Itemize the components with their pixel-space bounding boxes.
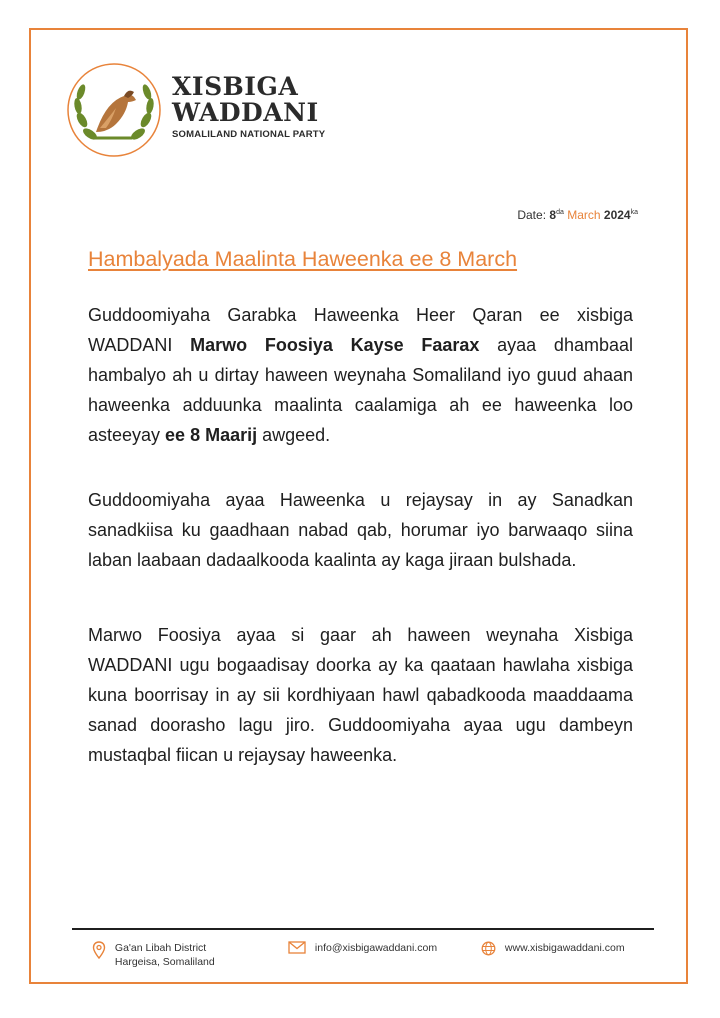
p1-text-e: awgeed. [257,425,331,445]
address-line1: Ga'an Libah District [114,942,207,954]
date-day-suffix: da [556,209,564,216]
footer-website[interactable] [481,941,625,956]
date-year-suffix: ka [630,209,638,216]
address-line2: Hargeisa, Somaliland [114,956,215,968]
brand-block [172,74,325,140]
party-logo [66,62,162,158]
paragraph-3: Marwo Foosiya ayaa si gaar ah haween weynaha Xisbiga WADDANI ugu bogaadisay doorka ay ka qaataan hawlaha xisbiga kuna boorrisay in ay sii kordhiyaan hawl qabadkooda maaddaama sanad doorasho lagu jiro. Guddoomiyaha ayaa ugu dambeyn mustaqbal fiican u rejaysay haweenka. [88,625,633,765]
location-pin-icon [92,941,106,959]
footer-address [92,941,215,969]
brand-name-line1: XISBIGA [172,72,299,101]
date-month: March [567,208,601,222]
email-link[interactable]: info@xisbigawaddani.com [314,942,438,954]
p1-text-a: Guddoomiyaha Garabka Haweenka Heer Qaran ee xisbiga WADDANI [88,305,633,355]
brand-name-line2: WADDANI [172,98,319,127]
p1-text-c: ayaa dhambaal hambalyo ah u dirtay haween weynaha Somaliland iyo guud ahaan haweenka adduunka maalinta caalamiga ah ee haweenka loo asteeyay [88,335,633,445]
date-year: 2024 [603,208,631,222]
footer-email[interactable] [288,941,437,955]
mail-icon [288,941,306,954]
date-day: 8 [549,208,557,222]
headline: Hambalyada Maalinta Haweenka ee 8 March [88,247,518,271]
paragraph-2: Guddoomiyaha ayaa Haweenka u rejaysay in ay Sanadkan sanadkiisa ku gaadhaan nabad qab, horumar iyo barwaaqo siina laban laabaan dadaalkooda kaalinta ay kaga jiraan bulshada. [88,490,633,570]
brand-subtitle: SOMALILAND NATIONAL PARTY [172,129,326,140]
date-label: Date: [517,208,547,222]
website-link[interactable]: www.xisbigawaddani.com [504,942,625,954]
footer-divider [72,928,654,930]
p1-bold-date: ee 8 Maarij [165,425,258,445]
paragraph-1 [88,300,633,450]
p1-bold-name: Marwo Foosiya Kayse Faarax [190,335,480,355]
globe-icon [481,941,496,956]
date-line [517,208,638,222]
